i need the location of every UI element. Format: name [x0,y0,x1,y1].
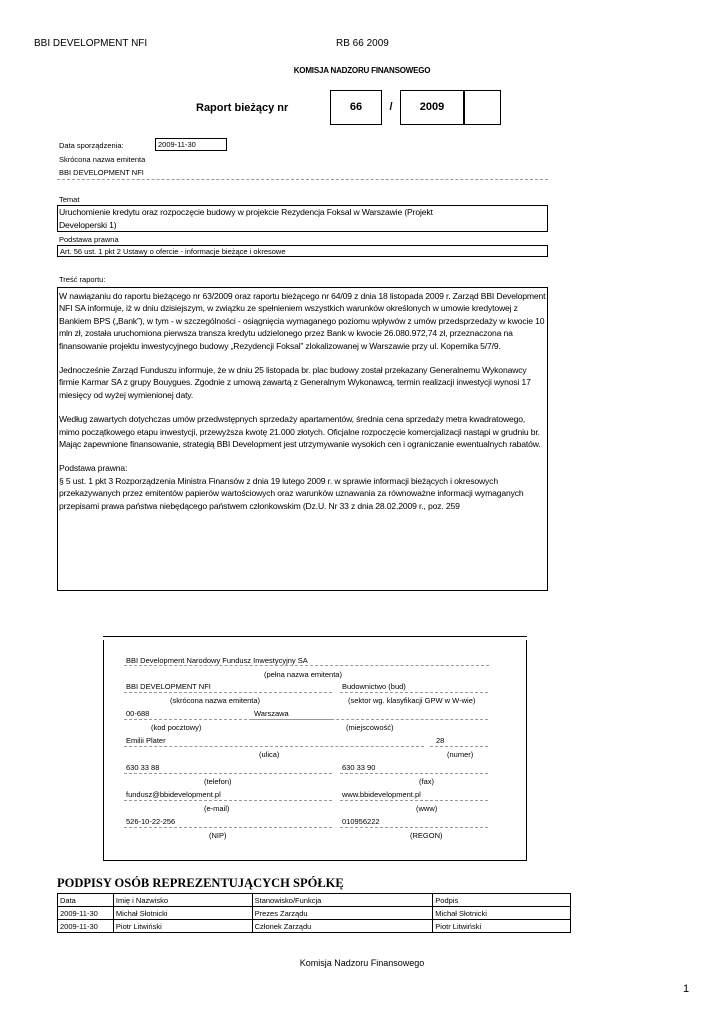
issuer-regon-label: (REGON) [410,831,443,840]
issuer-www: www.bbidevelopment.pl [342,790,421,799]
divider [340,692,488,693]
issuer-sector-label: (sektor wg. klasyfikacji GPW w W-wie) [348,696,476,705]
divider [124,827,332,828]
report-year-cell: 2009 [400,90,464,125]
issuer-postal-code-label: (kod pocztowy) [151,723,202,732]
divider [340,773,488,774]
header-company: BBI DEVELOPMENT NFI [34,38,148,49]
issuer-postal-code: 00-688 [126,709,150,718]
report-extra-cell [464,90,501,125]
issuer-top-rule [103,636,527,637]
divider [252,719,488,720]
short-name-label: Skrócona nazwa emitenta [59,155,146,164]
subject-label: Temat [59,195,80,204]
issuer-city-label: (miejscowość) [346,723,394,732]
issuer-email-label: (e-mail) [204,804,230,813]
date-label: Data sporządzenia: [59,141,124,150]
page-number: 1 [683,983,690,995]
cell-signature: Michał Słotnicki [433,907,571,920]
issuer-city: Warszawa [254,709,289,718]
cell-name: Michał Słotnicki [113,907,252,920]
footer-text: Komisja Nadzoru Finansowego [299,958,425,968]
subject-box [57,205,548,232]
issuer-phone: 630 33 88 [126,763,160,772]
issuer-nip: 526-10-22-256 [126,817,176,826]
subject-line-2: Developerski 1) [59,219,117,230]
content-paragraph: Według zawartych dotychczas umów przedwstępnych sprzedaży apartamentów, średnia cena sprzedaży metra kwadratowego, mimo początkowego etapu inwestycji, przewyższa kwotę 21.000 złotych. Oficjalne rozpoczęcie komercjalizacji nastąpi w grudniu br. Mając zapewnione finansowanie, strategią BBI Development jest utrzymywanie wysokich cen i ograniczanie ewentualnych rabatów. [59,414,541,450]
column-header: Podpis [433,894,571,907]
divider [124,800,332,801]
report-body [57,287,548,591]
divider [340,827,488,828]
issuer-full-name-label: (pełna nazwa emitenta) [264,670,342,679]
legal-basis-value: Art. 56 ust. 1 pkt 2 Ustawy o ofercie - informacje bieżące i okresowe [57,245,548,257]
table-row [58,907,571,920]
issuer-short-name-label: (skrócona nazwa emitenta) [170,696,261,705]
issuer-street-label: (ulica) [259,750,280,759]
column-header: Imię i Nazwisko [113,894,252,907]
issuer-www-label: (www) [416,804,438,813]
divider [124,692,332,693]
report-separator: / [389,101,393,113]
short-name-value: BBI DEVELOPMENT NFI [59,168,144,177]
signatures-title: PODPISY OSÓB REPREZENTUJĄCYCH SPÓŁKĘ [57,876,344,890]
header-report-code: RB 66 2009 [336,38,389,49]
table-row [58,920,571,933]
cell-signature: Piotr Litwiński [433,920,571,933]
cell-position: Członek Zarządu [252,920,433,933]
cell-position: Prezes Zarządu [252,907,433,920]
column-header: Stanowisko/Funkcja [252,894,433,907]
content-paragraph: W nawiązaniu do raportu bieżącego nr 63/2009 oraz raportu bieżącego nr 64/09 z dnia 18 listopada 2009 r. Zarząd BBI Development NFI SA informuje, iż w dniu dzisiejszym, w związku ze spełnieniem wszystkich warunków określonych w umowie kredytowej z Bankiem BPS („Bank”), w tym - w szczególności - osiągnięcia wymaganego poziomu wpływów z umów przedsprzedaży w kwocie 10 mln zł, została uruchomiona pierwsza transza kredytu udzielonego przez Bank w kwocie 26.080.972,74 zł, przeznaczona na finansowanie projektu inwestycyjnego budowy „Rezydencji Foksal” zlokalizowanej w Warszawie przy ul. Kopernika 5/7/9. [59,291,546,351]
cell-name: Piotr Litwiński [113,920,252,933]
report-title-label: Raport bieżący nr [196,102,289,114]
issuer-number: 28 [436,736,445,745]
content-paragraph: Jednocześnie Zarząd Funduszu informuje, że w dniu 25 listopada br. plac budowy został przekazany Generalnemu Wykonawcy firmie Karmar SA z grupy Bouygues. Zgodnie z umową zawartą z Generalnym Wykonawcą, termin realizacji inwestycji wynosi 17 miesięcy od wyżej wymienionej daty. [59,365,531,400]
issuer-short-name: BBI DEVELOPMENT NFI [126,682,211,691]
issuer-email: fundusz@bbidevelopment.pl [126,790,221,799]
content-label: Treść raportu: [59,275,106,284]
issuer-regon: 010956222 [342,817,380,826]
issuer-fax: 630 33 90 [342,763,376,772]
legal-basis-label: Podstawa prawna [59,235,119,244]
subject-line-1: Uruchomienie kredytu oraz rozpoczęcie budowy w projekcie Rezydencja Foksal w Warszawie (Projekt [59,207,433,217]
issuer-full-name: BBI Development Narodowy Fundusz Inwestycyjny SA [126,656,308,665]
signatures-table [57,893,571,933]
issuer-nip-label: (NIP) [209,831,227,840]
divider [124,665,489,666]
issuer-number-label: (numer) [447,750,474,759]
issuer-fax-label: (fax) [419,777,434,786]
divider [430,746,488,747]
issuer-street: Emilii Plater [126,736,166,745]
issuer-phone-label: (telefon) [204,777,232,786]
cell-date: 2009-11-30 [58,907,114,920]
table-header-row [58,894,571,907]
column-header: Data [58,894,114,907]
issuer-sector: Budownictwo (bud) [342,682,406,691]
divider [57,179,548,180]
divider [124,773,332,774]
report-number-cell: 66 [330,90,382,125]
content-paragraph: Podstawa prawna: § 5 ust. 1 pkt 3 Rozporządzenia Ministra Finansów z dnia 19 lutego 2009 r. w sprawie informacji bieżących i okresowych przekazywanych przez emitentów papierów wartościowych oraz warunków uznawania za równoważne informacji wymaganych przepisami prawa państwa niebędącego państwem członkowskim (Dz.U. Nr 33 z dnia 28.02.2009 r., poz. 259 [59,463,524,511]
divider [124,746,424,747]
commission-title: KOMISJA NADZORU FINANSOWEGO [293,66,431,75]
cell-date: 2009-11-30 [58,920,114,933]
divider [340,800,488,801]
date-value: 2009-11-30 [155,138,227,151]
